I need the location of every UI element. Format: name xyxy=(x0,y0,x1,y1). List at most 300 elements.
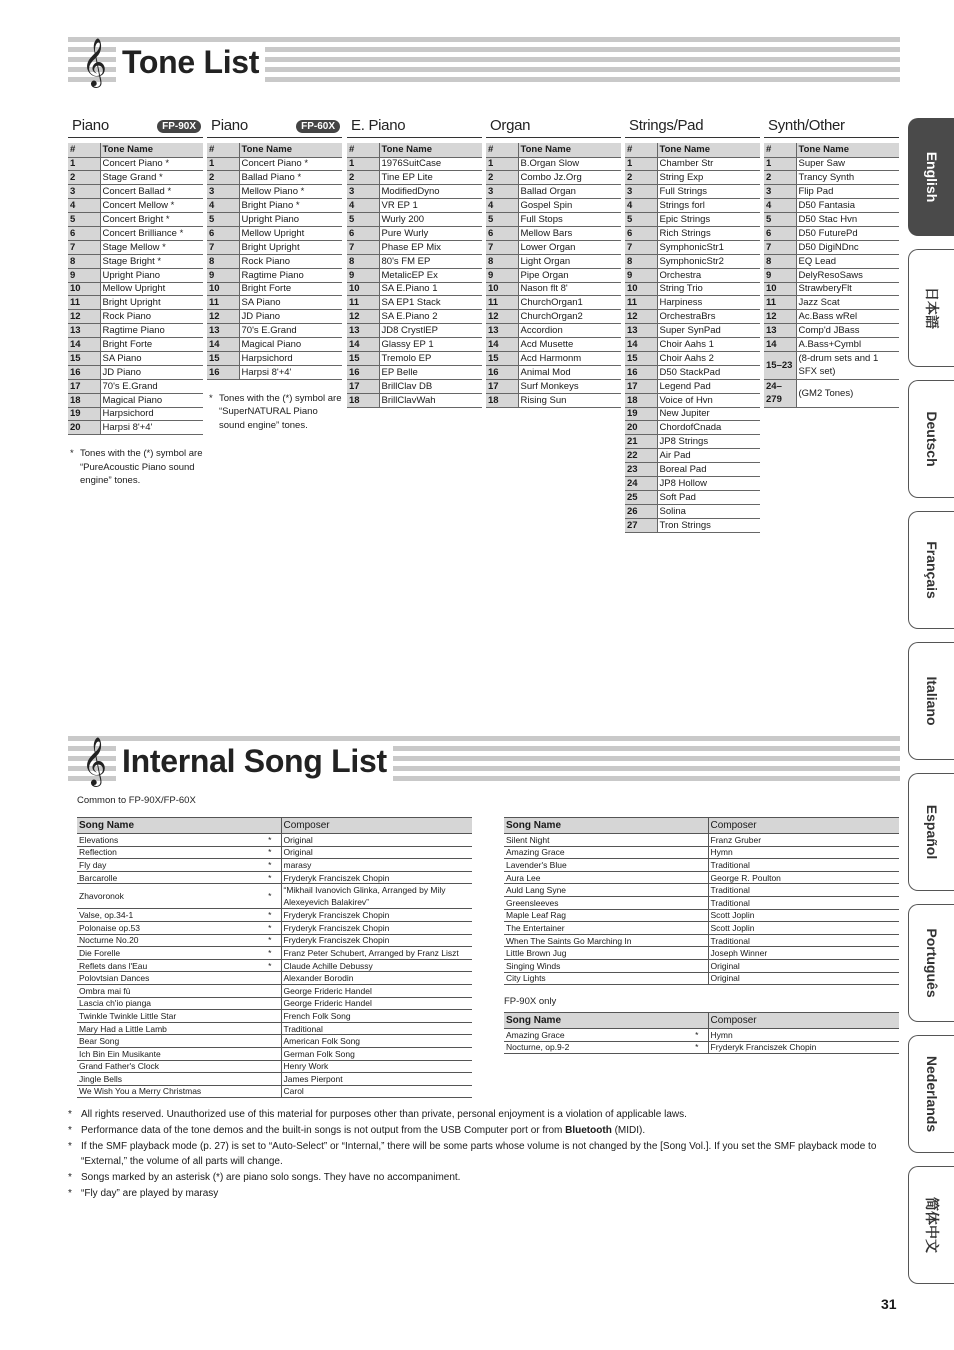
song-name: Reflection xyxy=(77,846,259,859)
tone-row xyxy=(207,240,342,254)
tone-number: 18 xyxy=(347,393,379,407)
tone-name: Nason flt 8' xyxy=(518,282,621,296)
asterisk: * xyxy=(68,1187,72,1199)
solo-marker xyxy=(259,1060,281,1073)
tone-name: BrillClavWah xyxy=(379,393,482,407)
tone-row xyxy=(68,240,203,254)
tone-number: 19 xyxy=(68,407,100,421)
tone-row xyxy=(68,254,203,268)
tone-name-header: Tone Name xyxy=(379,143,482,157)
song-name: Silent Night xyxy=(504,834,686,847)
tone-name: Concert Piano * xyxy=(100,157,203,171)
tab-8[interactable] xyxy=(908,1035,954,1153)
tone-name: Epic Strings xyxy=(657,213,760,227)
tone-row xyxy=(625,518,760,532)
solo-marker xyxy=(686,959,708,972)
tab-label: 简体中文 xyxy=(923,1197,940,1253)
tone-name: Voice of Hvn xyxy=(657,393,760,407)
tone-row xyxy=(625,296,760,310)
song-name: Amazing Grace xyxy=(504,846,686,859)
tone-number: 10 xyxy=(625,282,657,296)
song-row xyxy=(504,934,899,947)
tone-number: 10 xyxy=(68,282,100,296)
tone-row xyxy=(764,296,899,310)
tab-7[interactable] xyxy=(908,904,954,1022)
tone-row xyxy=(764,268,899,282)
song-name: When The Saints Go Marching In xyxy=(504,934,686,947)
song-table-header-row xyxy=(504,1013,899,1029)
song-row xyxy=(77,1047,472,1060)
tone-table-header-row xyxy=(486,143,621,157)
tone-number: 12 xyxy=(68,310,100,324)
tone-row xyxy=(764,240,899,254)
tab-label: Italiano xyxy=(923,676,940,726)
tone-column xyxy=(68,116,203,488)
tone-number: 8 xyxy=(207,254,239,268)
tone-name: Solina xyxy=(657,504,760,518)
song-name: Nocturne No.20 xyxy=(77,934,259,947)
tone-number: 5 xyxy=(347,213,379,227)
tone-name: Acd Harmonm xyxy=(518,351,621,365)
composer: Franz Peter Schubert, Arranged by Franz Liszt xyxy=(281,947,472,960)
composer: George Frideric Handel xyxy=(281,997,472,1010)
tone-number: 14 xyxy=(207,338,239,352)
tone-row xyxy=(625,449,760,463)
tone-row xyxy=(207,226,342,240)
tone-name: Concert Bright * xyxy=(100,213,203,227)
tone-name: SA Piano xyxy=(239,296,342,310)
tone-row xyxy=(764,254,899,268)
tone-number: 26 xyxy=(625,504,657,518)
tone-name: Concert Piano * xyxy=(239,157,342,171)
tone-number: 16 xyxy=(625,365,657,379)
tone-name: Bright Upright xyxy=(100,296,203,310)
asterisk: * xyxy=(68,1141,72,1152)
tone-number: 16 xyxy=(347,365,379,379)
tone-row xyxy=(68,351,203,365)
tone-name: Bright Forte xyxy=(239,282,342,296)
page-number: 31 xyxy=(881,1296,897,1312)
tone-number: 24–279 xyxy=(764,379,796,407)
composer: “Mikhail Ivanovich Glinka, Arranged by Mily Alexeyevich Balakirev” xyxy=(281,884,472,909)
tone-name: Harpsichord xyxy=(239,351,342,365)
tone-name: Mellow Upright xyxy=(239,226,342,240)
tone-number: 1 xyxy=(207,157,239,171)
tone-number: 7 xyxy=(486,240,518,254)
tone-name: Choir Aahs 1 xyxy=(657,338,760,352)
tone-name: Full Stops xyxy=(518,213,621,227)
song-name: Fly day xyxy=(77,859,259,872)
tone-number: 1 xyxy=(486,157,518,171)
tone-name: EP Belle xyxy=(379,365,482,379)
tone-number: 3 xyxy=(486,185,518,199)
tone-number: 10 xyxy=(347,282,379,296)
tone-name: D50 Fantasia xyxy=(796,199,899,213)
solo-marker xyxy=(686,884,708,897)
tone-number: 5 xyxy=(207,213,239,227)
tone-name: Strings forl xyxy=(657,199,760,213)
tab-1[interactable] xyxy=(908,118,954,236)
tone-row xyxy=(625,213,760,227)
tone-number: 12 xyxy=(207,310,239,324)
footnote xyxy=(68,1124,898,1139)
tone-number: 6 xyxy=(486,226,518,240)
tone-row xyxy=(207,324,342,338)
tone-name: Acd Musette xyxy=(518,338,621,352)
tone-row xyxy=(68,324,203,338)
tone-name: Tron Strings xyxy=(657,518,760,532)
song-row xyxy=(77,1035,472,1048)
tone-name: Harpsichord xyxy=(100,407,203,421)
composer: Scott Joplin xyxy=(708,909,899,922)
composer: Carol xyxy=(281,1085,472,1098)
tab-4[interactable] xyxy=(908,511,954,629)
tone-number: 15–23 xyxy=(764,351,796,379)
tone-number: 1 xyxy=(68,157,100,171)
tone-number: 11 xyxy=(764,296,796,310)
note-text: Tones with the (*) symbol are “SuperNATURAL Piano sound engine” tones. xyxy=(219,392,342,431)
tone-number: 16 xyxy=(486,365,518,379)
composer: Hymn xyxy=(708,846,899,859)
tone-name: D50 FuturePd xyxy=(796,226,899,240)
tone-number: 14 xyxy=(347,338,379,352)
tone-name: Concert Brilliance * xyxy=(100,226,203,240)
tone-row xyxy=(347,310,482,324)
song-name: Maple Leaf Rag xyxy=(504,909,686,922)
tone-row xyxy=(625,351,760,365)
tone-row xyxy=(486,226,621,240)
tab-3[interactable] xyxy=(908,380,954,498)
tone-row xyxy=(764,226,899,240)
tone-name: (GM2 Tones) xyxy=(796,379,899,407)
tone-name: SymphonicStr1 xyxy=(657,240,760,254)
tab-label: Deutsch xyxy=(923,411,940,467)
tone-number: 10 xyxy=(207,282,239,296)
treble-clef-icon: 𝄞 xyxy=(82,37,107,86)
tone-name: Air Pad xyxy=(657,449,760,463)
tone-row xyxy=(347,199,482,213)
composer: George R. Poulton xyxy=(708,871,899,884)
footnote-text: All rights reserved. Unauthorized use of this material for purposes other than private, personal enjoyment is a violation of applicable laws. xyxy=(81,1109,687,1120)
tone-name: Harpsi 8'+4' xyxy=(239,365,342,379)
tone-name-header: Tone Name xyxy=(796,143,899,157)
solo-marker xyxy=(259,1085,281,1098)
tone-number: 7 xyxy=(68,240,100,254)
tone-name: SA EP1 Stack xyxy=(379,296,482,310)
solo-marker xyxy=(259,1073,281,1086)
song-name: Grand Father's Clock xyxy=(77,1060,259,1073)
note-text: Tones with the (*) symbol are “PureAcoustic Piano sound engine” tones. xyxy=(80,448,203,487)
solo-marker: * xyxy=(259,871,281,884)
tone-table-header-row xyxy=(764,143,899,157)
composer: Fryderyk Franciszek Chopin xyxy=(281,871,472,884)
tone-row xyxy=(347,226,482,240)
tone-row xyxy=(764,338,899,352)
tone-row xyxy=(625,240,760,254)
tone-row xyxy=(68,296,203,310)
tone-table xyxy=(68,143,203,435)
tab-label: Nederlands xyxy=(923,1055,940,1133)
number-header: # xyxy=(347,143,379,157)
tone-row xyxy=(207,157,342,171)
tone-row xyxy=(486,365,621,379)
tone-name: Light Organ xyxy=(518,254,621,268)
tone-name: Combo Jz.Org xyxy=(518,171,621,185)
tone-number: 3 xyxy=(347,185,379,199)
tone-name: Upright Piano xyxy=(239,213,342,227)
composer: Traditional xyxy=(708,934,899,947)
tone-name: Magical Piano xyxy=(239,338,342,352)
tone-number: 6 xyxy=(68,226,100,240)
tone-name: Magical Piano xyxy=(100,393,203,407)
tone-row xyxy=(486,338,621,352)
tab-9[interactable] xyxy=(908,1166,954,1284)
tone-number: 2 xyxy=(68,171,100,185)
tone-row xyxy=(625,379,760,393)
tone-name: 70's E.Grand xyxy=(100,379,203,393)
tone-number: 7 xyxy=(207,240,239,254)
tone-name-header: Tone Name xyxy=(657,143,760,157)
composer: Original xyxy=(281,834,472,847)
tone-name: DelyResoSaws xyxy=(796,268,899,282)
tone-name: JD8 CrystlEP xyxy=(379,324,482,338)
song-name: Zhavoronok xyxy=(77,884,259,909)
song-name: The Entertainer xyxy=(504,922,686,935)
song-name: Bear Song xyxy=(77,1035,259,1048)
tone-name: JP8 Strings xyxy=(657,435,760,449)
footnotes xyxy=(68,1108,898,1203)
tone-number: 2 xyxy=(347,171,379,185)
tone-name: Boreal Pad xyxy=(657,463,760,477)
category-title: Piano xyxy=(72,117,109,134)
tone-number: 24 xyxy=(625,476,657,490)
tone-number: 11 xyxy=(625,296,657,310)
tab-2[interactable] xyxy=(908,249,954,367)
song-row xyxy=(504,834,899,847)
category-title: Synth/Other xyxy=(768,117,845,134)
composer: Hymn xyxy=(708,1029,899,1042)
number-header: # xyxy=(486,143,518,157)
tone-name: ChurchOrgan2 xyxy=(518,310,621,324)
tone-name: Surf Monkeys xyxy=(518,379,621,393)
song-table-header-row xyxy=(77,818,472,834)
tone-column-header xyxy=(68,116,203,138)
tone-row xyxy=(347,282,482,296)
composer: German Folk Song xyxy=(281,1047,472,1060)
tone-row xyxy=(486,185,621,199)
song-name: Die Forelle xyxy=(77,947,259,960)
tone-number: 1 xyxy=(625,157,657,171)
number-header: # xyxy=(625,143,657,157)
tone-name: 80's FM EP xyxy=(379,254,482,268)
song-row xyxy=(504,859,899,872)
tone-number: 4 xyxy=(207,199,239,213)
asterisk: * xyxy=(209,392,213,404)
solo-marker: * xyxy=(259,834,281,847)
tab-6[interactable] xyxy=(908,773,954,891)
footnote-text xyxy=(81,1124,645,1139)
tone-number: 18 xyxy=(486,393,518,407)
tone-number: 4 xyxy=(68,199,100,213)
category-title: E. Piano xyxy=(351,117,406,134)
tone-number: 2 xyxy=(625,171,657,185)
song-row xyxy=(77,846,472,859)
composer-header: Composer xyxy=(281,818,472,834)
tone-name: SA E.Piano 1 xyxy=(379,282,482,296)
common-label: Common to FP-90X/FP-60X xyxy=(77,795,196,806)
song-row xyxy=(77,984,472,997)
tone-name: Harpiness xyxy=(657,296,760,310)
tone-row xyxy=(207,282,342,296)
tone-row xyxy=(68,213,203,227)
song-row xyxy=(504,871,899,884)
tone-number: 12 xyxy=(486,310,518,324)
solo-marker xyxy=(686,972,708,985)
tone-row xyxy=(764,157,899,171)
solo-marker xyxy=(686,909,708,922)
tab-5[interactable] xyxy=(908,642,954,760)
tone-number: 6 xyxy=(347,226,379,240)
tone-name: Pipe Organ xyxy=(518,268,621,282)
tone-row xyxy=(347,185,482,199)
tone-row xyxy=(347,351,482,365)
song-name: Polovtsian Dances xyxy=(77,972,259,985)
tone-name: StrawberyFlt xyxy=(796,282,899,296)
composer-header: Composer xyxy=(708,1013,899,1029)
song-row xyxy=(77,921,472,934)
tone-number: 8 xyxy=(347,254,379,268)
composer: Joseph Winner xyxy=(708,947,899,960)
tone-row xyxy=(207,199,342,213)
tone-row xyxy=(68,393,203,407)
composer: Original xyxy=(708,972,899,985)
tone-number: 14 xyxy=(68,338,100,352)
song-row xyxy=(77,871,472,884)
tone-name: SymphonicStr2 xyxy=(657,254,760,268)
tone-row xyxy=(347,254,482,268)
tone-table xyxy=(764,143,899,408)
tone-row xyxy=(625,324,760,338)
tone-name: New Jupiter xyxy=(657,407,760,421)
tone-row xyxy=(486,199,621,213)
tone-name: EQ Lead xyxy=(796,254,899,268)
tone-row xyxy=(625,407,760,421)
song-name: Singing Winds xyxy=(504,959,686,972)
tone-number: 17 xyxy=(347,379,379,393)
song-name: Amazing Grace xyxy=(504,1029,686,1042)
tone-row xyxy=(207,351,342,365)
tone-name: Phase EP Mix xyxy=(379,240,482,254)
number-header: # xyxy=(68,143,100,157)
solo-marker: * xyxy=(259,846,281,859)
tone-table xyxy=(486,143,621,408)
tone-row xyxy=(486,240,621,254)
tone-number: 2 xyxy=(764,171,796,185)
tone-number: 10 xyxy=(764,282,796,296)
tone-row xyxy=(68,421,203,435)
tone-number: 4 xyxy=(486,199,518,213)
tone-number: 23 xyxy=(625,463,657,477)
tone-name: Pure Wurly xyxy=(379,226,482,240)
tone-table xyxy=(207,143,342,380)
tone-row xyxy=(347,171,482,185)
tone-row xyxy=(625,435,760,449)
tone-row xyxy=(625,171,760,185)
tone-row xyxy=(486,379,621,393)
song-name: Lascia ch'io pianga xyxy=(77,997,259,1010)
tone-row xyxy=(347,379,482,393)
song-row xyxy=(504,1041,899,1054)
song-table-fp90x xyxy=(504,1012,899,1054)
solo-marker: * xyxy=(686,1029,708,1042)
tone-number: 9 xyxy=(625,268,657,282)
tone-number: 5 xyxy=(486,213,518,227)
tone-number: 7 xyxy=(764,240,796,254)
composer: Fryderyk Franciszek Chopin xyxy=(281,921,472,934)
tab-label: 日本語 xyxy=(923,287,940,329)
tone-column-note xyxy=(68,447,203,488)
composer: George Frideric Handel xyxy=(281,984,472,997)
tone-number: 27 xyxy=(625,518,657,532)
tone-column-header xyxy=(486,116,621,138)
tone-row xyxy=(625,338,760,352)
song-row xyxy=(77,1085,472,1098)
tone-row xyxy=(486,324,621,338)
song-name: Little Brown Jug xyxy=(504,947,686,960)
tone-name: Glassy EP 1 xyxy=(379,338,482,352)
tone-name: Ac.Bass wRel xyxy=(796,310,899,324)
tone-table xyxy=(625,143,760,533)
tone-number: 18 xyxy=(68,393,100,407)
tone-row xyxy=(764,282,899,296)
tone-name: Lower Organ xyxy=(518,240,621,254)
tone-row xyxy=(68,365,203,379)
tab-label: English xyxy=(923,151,940,203)
song-row xyxy=(77,884,472,909)
song-row xyxy=(77,1022,472,1035)
tone-number: 11 xyxy=(486,296,518,310)
solo-marker xyxy=(686,834,708,847)
tone-name: String Trio xyxy=(657,282,760,296)
song-name: City Lights xyxy=(504,972,686,985)
song-row xyxy=(77,1073,472,1086)
tone-number: 12 xyxy=(625,310,657,324)
tone-row xyxy=(486,393,621,407)
tone-row xyxy=(625,476,760,490)
category-title: Piano xyxy=(211,117,248,134)
tone-name: Comp'd JBass xyxy=(796,324,899,338)
tone-name: Ragtime Piano xyxy=(100,324,203,338)
tone-row xyxy=(486,268,621,282)
tone-row xyxy=(625,463,760,477)
song-row xyxy=(77,909,472,922)
tone-number: 17 xyxy=(625,379,657,393)
solo-marker xyxy=(259,984,281,997)
number-header: # xyxy=(764,143,796,157)
tone-row xyxy=(486,351,621,365)
tone-number: 19 xyxy=(625,407,657,421)
tone-column xyxy=(486,116,621,408)
tone-name: 1976SuitCase xyxy=(379,157,482,171)
song-row xyxy=(77,959,472,972)
footnote xyxy=(68,1108,898,1123)
tone-number: 4 xyxy=(764,199,796,213)
composer: Claude Achille Debussy xyxy=(281,959,472,972)
tone-row xyxy=(764,379,899,407)
tone-number: 11 xyxy=(347,296,379,310)
tone-column-header xyxy=(625,116,760,138)
tone-name: Rich Strings xyxy=(657,226,760,240)
